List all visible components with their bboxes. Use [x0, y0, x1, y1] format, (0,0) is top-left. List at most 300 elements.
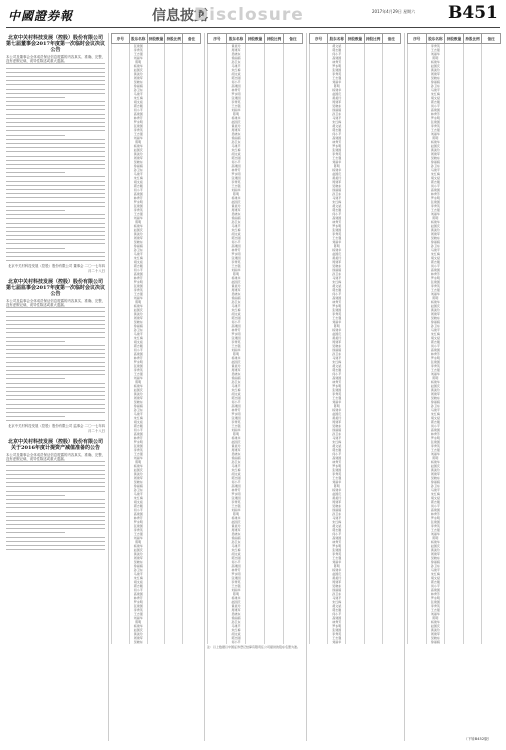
text-line	[6, 139, 105, 140]
text-line	[6, 408, 105, 409]
table-cell: 胡文斌	[227, 392, 246, 396]
table-cell: 罗永明	[129, 280, 147, 284]
table-cell: 周建军	[426, 312, 445, 316]
table-cell: 赵国庆	[227, 440, 246, 444]
table-cell: 张建国	[426, 200, 445, 204]
table-cell: 张建国	[426, 440, 445, 444]
table-cell: 罗永明	[129, 200, 147, 204]
table-cell: 周建军	[129, 396, 147, 400]
table-cell: 胡文斌	[426, 416, 445, 420]
table-cell: 刘丽华	[227, 188, 246, 192]
table-cell: 郭志刚	[328, 368, 346, 372]
table-cell: 朱红梅	[129, 336, 147, 340]
table-cell: 林秀芳	[426, 272, 445, 276]
table-cell: 王志强	[426, 368, 445, 372]
table-cell: 周建军	[129, 316, 147, 320]
table-cell: 高建国	[227, 164, 246, 168]
table-cell: 张建国	[328, 628, 346, 632]
table-cell: 赵国庆	[426, 64, 445, 68]
table-cell: 朱红梅	[426, 92, 445, 96]
table-cell: 张建国	[328, 548, 346, 552]
table-cell: 黄美玲	[426, 68, 445, 72]
table-cell: 罗永明	[328, 464, 346, 468]
table-cell: 刘丽华	[328, 640, 346, 644]
text-line	[6, 109, 105, 110]
text-line	[6, 89, 105, 90]
table-cell: 胡文斌	[227, 472, 246, 476]
table-cell: 郭志刚	[227, 156, 246, 160]
table-cell: 吴晓东	[426, 476, 445, 480]
table-cell: 陈明	[227, 592, 246, 596]
table-cell: 张建国	[426, 520, 445, 524]
article-lead: 本公司及监事会全体成员保证信息披露的内容真实、准确、完整，没有虚假记载、误导性陈述或重大遗漏。	[6, 298, 105, 308]
table-cell: 郭志刚	[227, 76, 246, 80]
table-cell: 马建平	[328, 196, 346, 200]
table-cell: 刘丽华	[129, 616, 147, 620]
table-cell: 孙卫东	[328, 192, 346, 196]
table-cell: 胡文斌	[426, 496, 445, 500]
column-divider	[204, 33, 205, 741]
table-cell: 赵国庆	[129, 548, 147, 552]
table-cell: 朱红梅	[328, 200, 346, 204]
table-cell: 赵国庆	[227, 360, 246, 364]
text-line	[6, 239, 105, 240]
column-header-shares: 持股数量	[445, 34, 464, 44]
table-cell: 徐丽娟	[227, 296, 246, 300]
table-cell: 胡文斌	[227, 312, 246, 316]
table-cell: 胡文斌	[328, 124, 346, 128]
table-cell: 徐丽娟	[328, 508, 346, 512]
table-cell: 徐丽娟	[227, 136, 246, 140]
table-cell: 孙卫东	[328, 432, 346, 436]
article-title: 北京中关村科技发展（控股）股份有限公司 第七届监事会2017年度第一次临时会议决议公告	[6, 278, 105, 297]
shareholder-table	[111, 33, 201, 644]
table-cell: 周建军	[129, 556, 147, 560]
table-cell: 吴晓东	[328, 504, 346, 508]
table-cell: 刘丽华	[426, 612, 445, 616]
table-cell: 徐丽娟	[426, 320, 445, 324]
table-cell: 黄美玲	[328, 576, 346, 580]
table-cell: 林秀芳	[129, 516, 147, 520]
table-cell: 孙卫东	[129, 568, 147, 572]
table-cell: 张建国	[129, 44, 147, 49]
table-cell: 何小平	[227, 160, 246, 164]
text-line	[6, 172, 65, 173]
table-cell: 陈明	[227, 352, 246, 356]
table-cell: 杨建华	[129, 304, 147, 308]
table-cell: 朱红梅	[227, 628, 246, 632]
table-cell: 罗永明	[426, 356, 445, 360]
text-line	[6, 524, 105, 525]
newspaper-masthead: 中國證券報	[8, 9, 74, 23]
table-cell: 林秀芳	[227, 168, 246, 172]
table-cell: 李秀英	[129, 528, 147, 532]
table-cell: 杨建华	[426, 220, 445, 224]
table-cell: 林秀芳	[328, 540, 346, 544]
table-cell: 罗永明	[328, 624, 346, 628]
table-cell: 张建国	[328, 148, 346, 152]
table-cell: 杨建华	[426, 380, 445, 384]
table-cell: 王志强	[328, 156, 346, 160]
table-cell: 周建军	[426, 152, 445, 156]
table-cell: 周建军	[129, 156, 147, 160]
text-line	[6, 130, 105, 131]
text-line	[6, 366, 105, 367]
table-cell	[310, 640, 328, 644]
table-cell: 王志强	[426, 48, 445, 52]
table-cell: 陈明	[328, 324, 346, 328]
text-line	[6, 532, 65, 533]
column-header-ratio: 持股比例	[463, 34, 482, 44]
table-cell	[408, 640, 427, 644]
table-cell: 李秀英	[129, 608, 147, 612]
text-line	[6, 93, 105, 94]
table-cell: 杨建华	[227, 516, 246, 520]
table-cell: 陈明	[426, 136, 445, 140]
table-cell: 高建国	[426, 348, 445, 352]
text-line	[6, 337, 105, 338]
table-cell: 罗永明	[426, 116, 445, 120]
table-cell	[364, 640, 382, 644]
table-cell: 刘丽华	[227, 428, 246, 432]
table-cell: 陈明	[129, 620, 147, 624]
column-header-shares: 持股数量	[147, 34, 165, 44]
table-cell: 王志强	[227, 344, 246, 348]
table-cell: 黄美玲	[426, 148, 445, 152]
table-cell: 郭志刚	[227, 396, 246, 400]
table-cell: 王志强	[426, 608, 445, 612]
table-cell: 黄美玲	[129, 152, 147, 156]
table-cell: 孙卫东	[129, 328, 147, 332]
table-cell: 张建国	[227, 496, 246, 500]
table-cell: 胡文斌	[328, 604, 346, 608]
table-cell: 赵国庆	[328, 172, 346, 176]
table-cell: 高建国	[227, 484, 246, 488]
table-cell: 黄美玲	[328, 416, 346, 420]
table-cell: 朱红梅	[129, 176, 147, 180]
table-cell: 周建军	[129, 636, 147, 640]
table-cell: 赵国庆	[328, 572, 346, 576]
table-cell: 李秀英	[227, 340, 246, 344]
text-line	[6, 164, 105, 165]
text-line	[6, 160, 105, 161]
table-cell: 赵国庆	[328, 92, 346, 96]
table-cell: 孙卫东	[227, 540, 246, 544]
table-cell: 陈明	[129, 540, 147, 544]
table-cell: 王志强	[426, 288, 445, 292]
table-cell: 胡文斌	[328, 284, 346, 288]
table-cell: 徐丽娟	[328, 588, 346, 592]
table-cell: 徐丽娟	[129, 564, 147, 568]
table-cell: 周建军	[227, 448, 246, 452]
text-line	[6, 362, 105, 363]
table-cell: 赵国庆	[129, 308, 147, 312]
table-cell: 吴晓东	[328, 104, 346, 108]
table-cell: 孙卫东	[328, 592, 346, 596]
table-cell: 赵国庆	[328, 492, 346, 496]
text-line	[6, 256, 105, 257]
table-cell: 王志强	[227, 424, 246, 428]
article-signature: 北京中关村科技发展（控股）股份有限公司 监事会 二〇一七年四月二十八日	[7, 424, 105, 433]
table-cell: 罗永明	[328, 384, 346, 388]
column-header-shares: 持股数量	[346, 34, 364, 44]
table-cell: 林秀芳	[227, 408, 246, 412]
text-line	[6, 68, 105, 69]
table-cell: 高建国	[129, 272, 147, 276]
table-cell: 罗永明	[227, 412, 246, 416]
text-line	[6, 252, 105, 253]
table-cell: 周建军	[129, 76, 147, 80]
article-signature: 北京中关村科技发展（控股）股份有限公司 董事会 二〇一七年四月二十八日	[7, 264, 105, 273]
table-cell: 孙卫东	[129, 168, 147, 172]
table-cell: 郭志刚	[426, 500, 445, 504]
table-cell: 杨建华	[227, 276, 246, 280]
announcement-column	[6, 33, 105, 741]
table-cell: 马建平	[426, 328, 445, 332]
table-cell: 黄美玲	[328, 176, 346, 180]
table-cell: 马建平	[426, 568, 445, 572]
text-line	[6, 214, 105, 215]
table-cell: 李秀英	[426, 284, 445, 288]
table-cell: 黄美玲	[129, 312, 147, 316]
table-cell: 赵国庆	[129, 468, 147, 472]
table-cell: 赵国庆	[426, 224, 445, 228]
table-cell: 刘丽华	[426, 532, 445, 536]
column-header-no: 序号	[310, 34, 328, 44]
table-cell: 马建平	[426, 248, 445, 252]
table-cell: 马建平	[328, 356, 346, 360]
table-cell: 罗永明	[426, 596, 445, 600]
table-cell: 何小平	[129, 348, 147, 352]
table-cell: 徐丽娟	[328, 268, 346, 272]
table-cell: 马建平	[426, 168, 445, 172]
table-cell: 陈明	[227, 192, 246, 196]
table-cell: 孙卫东	[426, 484, 445, 488]
text-line	[6, 248, 65, 249]
table-cell: 孙卫东	[328, 272, 346, 276]
table-cell: 黄美玲	[227, 604, 246, 608]
article-title: 北京中关村科技发展（控股）股份有限公司 第七届董事会2017年度第一次临时会议决议公告	[6, 35, 105, 53]
table-cell: 高建国	[129, 192, 147, 196]
table-cell: 郭志刚	[227, 476, 246, 480]
table-cell: 杨建华	[426, 60, 445, 64]
table-cell: 高建国	[227, 324, 246, 328]
text-line	[6, 126, 105, 127]
table-cell: 周建军	[328, 340, 346, 344]
table-cell: 黄美玲	[426, 388, 445, 392]
table-cell	[165, 640, 183, 644]
issue-date: 2017年4月29日 星期六	[372, 9, 416, 14]
table-cell: 杨建华	[227, 116, 246, 120]
table-cell: 黄美玲	[328, 336, 346, 340]
table-cell: 王志强	[227, 104, 246, 108]
table-cell: 郭志刚	[426, 420, 445, 424]
table-cell: 赵国庆	[129, 148, 147, 152]
table-cell: 朱红梅	[328, 600, 346, 604]
table-cell: 黄美玲	[227, 124, 246, 128]
text-line	[6, 491, 105, 492]
table-cell: 杨建华	[328, 568, 346, 572]
table-cell: 罗永明	[129, 600, 147, 604]
text-line	[6, 97, 65, 98]
table-cell: 陈明	[328, 244, 346, 248]
table-cell: 罗永明	[129, 520, 147, 524]
table-cell: 黄美玲	[227, 444, 246, 448]
table-cell: 李秀英	[227, 180, 246, 184]
table-cell: 徐丽娟	[227, 376, 246, 380]
table-cell	[346, 640, 364, 644]
table-cell: 陈明	[227, 272, 246, 276]
table-cell: 李秀英	[129, 288, 147, 292]
table-cell: 胡文斌	[328, 204, 346, 208]
table-cell: 高建国	[426, 188, 445, 192]
table-cell: 徐丽娟	[129, 244, 147, 248]
table-cell: 吴晓东	[129, 400, 147, 404]
table-column-1	[111, 33, 201, 741]
table-cell: 高建国	[328, 456, 346, 460]
table-cell: 马建平	[129, 492, 147, 496]
table-cell: 杨建华	[328, 328, 346, 332]
table-header-row	[208, 34, 303, 44]
table-cell: 徐丽娟	[129, 84, 147, 88]
table-header-row	[408, 34, 501, 44]
table-cell: 杨建华	[328, 408, 346, 412]
table-cell: 何小平	[328, 52, 346, 56]
table-cell: 赵国庆	[328, 412, 346, 416]
table-cell: 王志强	[328, 76, 346, 80]
table-cell: 朱红梅	[426, 172, 445, 176]
table-cell: 王志强	[328, 476, 346, 480]
text-line	[6, 307, 105, 308]
table-cell: 刘丽华	[129, 56, 147, 60]
table-cell: 罗永明	[227, 572, 246, 576]
table-cell: 李秀英	[227, 580, 246, 584]
table-cell: 孙卫东	[426, 84, 445, 88]
text-line	[6, 193, 105, 194]
table-cell: 杨建华	[227, 436, 246, 440]
table-cell: 陈明	[328, 84, 346, 88]
table-cell: 张建国	[328, 468, 346, 472]
table-cell: 周建军	[227, 608, 246, 612]
table-cell: 郭志刚	[227, 636, 246, 640]
table-cell: 刘丽华	[227, 108, 246, 112]
table-cell: 高建国	[129, 112, 147, 116]
table-cell: 何小平	[426, 584, 445, 588]
table-cell: 林秀芳	[426, 112, 445, 116]
text-line	[6, 332, 105, 333]
table-cell: 吴晓东	[426, 156, 445, 160]
table-cell: 朱红梅	[426, 572, 445, 576]
table-cell: 周建军	[426, 72, 445, 76]
table-cell: 周建军	[328, 100, 346, 104]
table-cell: 张建国	[426, 280, 445, 284]
table-cell: 杨建华	[129, 464, 147, 468]
table-cell	[246, 640, 265, 644]
table-cell: 罗永明	[227, 92, 246, 96]
table-cell: 王志强	[227, 584, 246, 588]
text-line	[6, 151, 105, 152]
table-cell: 李秀英	[227, 500, 246, 504]
text-line	[6, 537, 105, 538]
table-cell	[112, 640, 130, 644]
table-column-3	[309, 33, 401, 741]
table-cell: 刘丽华	[129, 456, 147, 460]
table-cell: 郭志刚	[129, 264, 147, 268]
table-cell: 黄美玲	[227, 204, 246, 208]
table-cell: 高建国	[328, 136, 346, 140]
table-cell: 徐丽娟	[426, 400, 445, 404]
table-cell: 何小平	[328, 292, 346, 296]
table-cell: 何小平	[328, 372, 346, 376]
table-cell: 张建国	[227, 96, 246, 100]
table-cell: 赵国庆	[426, 384, 445, 388]
table-cell: 郭志刚	[129, 584, 147, 588]
table-cell: 罗永明	[129, 360, 147, 364]
text-line	[6, 185, 105, 186]
table-cell: 吴晓东	[129, 80, 147, 84]
table-cell: 赵国庆	[129, 388, 147, 392]
column-header-remark: 备注	[284, 34, 303, 44]
table-cell: 周建军	[426, 472, 445, 476]
table-cell: 林秀芳	[227, 568, 246, 572]
table-cell: 王志强	[129, 532, 147, 536]
table-cell: 胡文斌	[426, 576, 445, 580]
table-cell: 胡文斌	[328, 364, 346, 368]
table-cell: 孙卫东	[129, 488, 147, 492]
table-cell: 何小平	[426, 264, 445, 268]
table-cell: 赵国庆	[328, 332, 346, 336]
table-cell: 郭志刚	[328, 208, 346, 212]
table-cell: 胡文斌	[129, 340, 147, 344]
table-cell: 郭志刚	[129, 184, 147, 188]
table-cell: 吴晓东	[129, 320, 147, 324]
announcement-article-1	[6, 35, 105, 273]
text-line	[6, 76, 105, 77]
table-cell: 王志强	[129, 452, 147, 456]
text-line	[6, 345, 105, 346]
table-cell: 刘丽华	[328, 160, 346, 164]
table-cell: 吴晓东	[227, 372, 246, 376]
table-cell: 陈明	[227, 512, 246, 516]
text-line	[6, 370, 105, 371]
table-cell: 周建军	[426, 632, 445, 636]
table-cell: 高建国	[129, 592, 147, 596]
text-line	[6, 512, 105, 513]
table-cell: 陈明	[227, 432, 246, 436]
table-cell: 马建平	[328, 436, 346, 440]
table-cell: 朱红梅	[227, 548, 246, 552]
table-cell: 王志强	[129, 52, 147, 56]
table-cell: 徐丽娟	[426, 240, 445, 244]
table-cell: 张建国	[328, 68, 346, 72]
table-header-row	[112, 34, 201, 44]
text-line	[6, 80, 105, 81]
table-cell: 陈明	[129, 60, 147, 64]
table-cell: 李秀英	[328, 392, 346, 396]
text-line	[6, 420, 105, 421]
table-cell: 罗永明	[328, 544, 346, 548]
text-line	[6, 118, 105, 119]
table-cell: 何小平	[129, 428, 147, 432]
table-cell: 李秀英	[328, 632, 346, 636]
table-cell: 徐丽娟	[129, 404, 147, 408]
table-cell: 陈明	[129, 460, 147, 464]
table-row	[310, 640, 401, 644]
table-cell	[482, 640, 501, 644]
table-cell: 高建国	[328, 376, 346, 380]
column-header-name: 股东名称	[426, 34, 445, 44]
table-cell: 何小平	[328, 612, 346, 616]
